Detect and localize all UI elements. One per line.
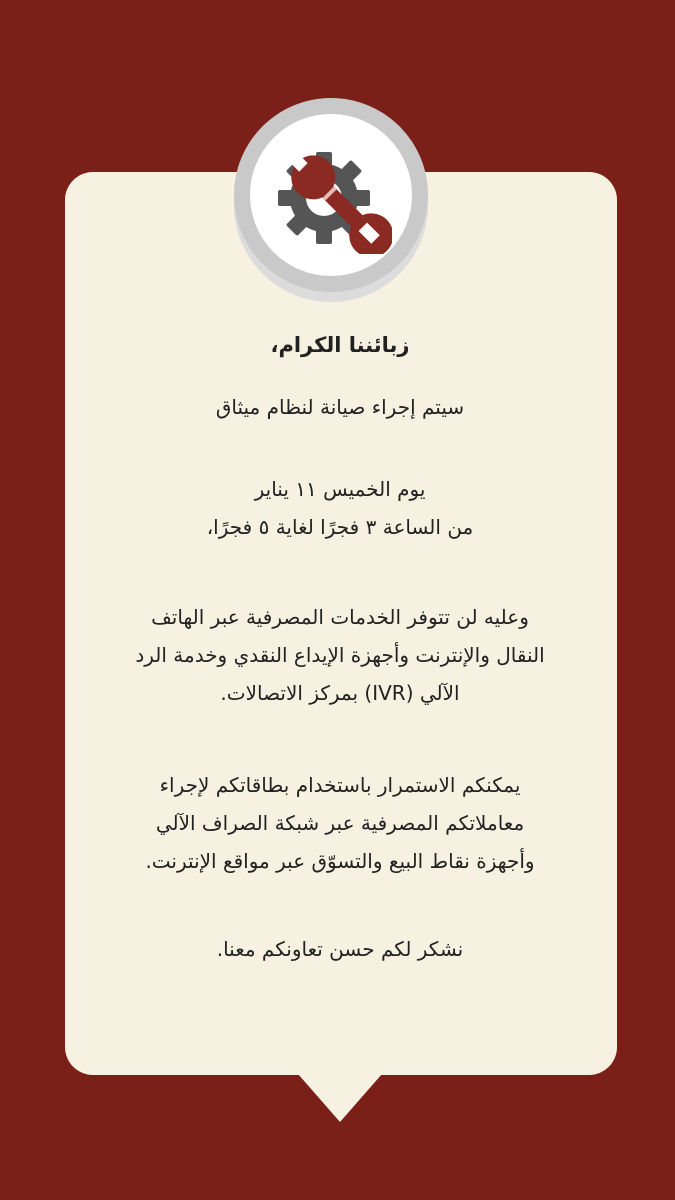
intro-line: سيتم إجراء صيانة لنظام ميثاق bbox=[215, 395, 465, 419]
alternative-line: معاملاتكم المصرفية عبر شبكة الصراف الآلي bbox=[155, 811, 525, 835]
thanks-paragraph bbox=[100, 930, 580, 968]
date-line: يوم الخميس ١١ يناير bbox=[254, 477, 426, 501]
notice-card-pointer bbox=[298, 1074, 382, 1122]
unavailable-line: الآلي (IVR) بمركز الاتصالات. bbox=[220, 681, 460, 705]
alternative-line: يمكنكم الاستمرار باستخدام بطاقاتكم لإجراء bbox=[159, 773, 521, 797]
time-line: من الساعة ٣ فجرًا لغاية ٥ فجرًا، bbox=[206, 515, 474, 539]
maintenance-badge bbox=[234, 98, 428, 292]
unavailable-line: النقال والإنترنت وأجهزة الإيداع النقدي وخدمة الرد bbox=[135, 643, 545, 667]
date-paragraph bbox=[100, 470, 580, 546]
badge-inner-circle bbox=[250, 114, 412, 276]
maintenance-tools-icon bbox=[270, 136, 392, 254]
unavailable-services-paragraph bbox=[100, 598, 580, 712]
thanks-line: نشكر لكم حسن تعاونكم معنا. bbox=[216, 937, 464, 961]
greeting-heading: زبائننا الكرام، bbox=[270, 333, 410, 357]
alternative-line: وأجهزة نقاط البيع والتسوّق عبر مواقع الإنترنت. bbox=[145, 849, 535, 873]
intro-paragraph bbox=[100, 388, 580, 426]
unavailable-line: وعليه لن تتوفر الخدمات المصرفية عبر الهاتف bbox=[151, 605, 529, 629]
alternative-services-paragraph bbox=[100, 766, 580, 880]
